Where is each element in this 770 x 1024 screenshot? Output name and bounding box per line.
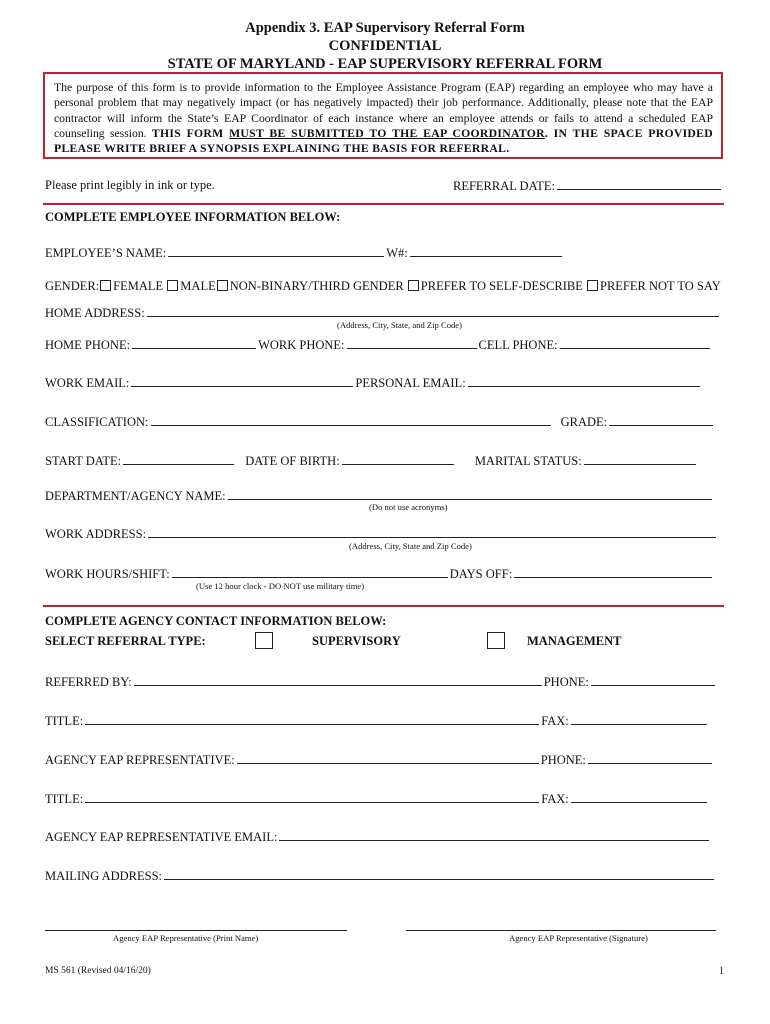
work-email-label: WORK EMAIL: [45, 376, 130, 390]
eap-email-label: AGENCY EAP REPRESENTATIVE EMAIL: [45, 830, 278, 844]
work-hours-line[interactable] [172, 565, 448, 578]
referrer-fax-label: FAX: [541, 714, 569, 728]
eap-fax-label: FAX: [541, 792, 569, 806]
form-title: Appendix 3. EAP Supervisory Referral Form [245, 20, 525, 36]
print-note: Please print legibly in ink or type. [45, 178, 215, 192]
non-binary-checkbox[interactable] [217, 280, 228, 291]
male-checkbox[interactable] [167, 280, 178, 291]
eap-rep-label: AGENCY EAP REPRESENTATIVE: [45, 753, 235, 767]
mailing-address-field[interactable] [45, 867, 716, 884]
work-address-label: WORK ADDRESS: [45, 527, 147, 541]
w-number-line[interactable] [410, 244, 562, 257]
eap-title-line[interactable] [85, 790, 539, 803]
mailing-address-line[interactable] [164, 867, 714, 880]
department-line[interactable] [228, 487, 712, 500]
work-address-field[interactable] [45, 525, 718, 542]
dob-line[interactable] [342, 452, 454, 465]
referral-date-label: REFERRAL DATE: [453, 179, 555, 193]
eap-rep-row [45, 751, 714, 768]
non-binary-label: NON-BINARY/THIRD GENDER [229, 279, 404, 293]
title-row [45, 712, 709, 729]
eap-email-field[interactable] [45, 828, 711, 845]
form-id: MS 561 (Revised 04/16/20) [45, 966, 151, 976]
referrer-fax-line[interactable] [571, 712, 707, 725]
work-hours-hint: (Use 12 hour clock - DO NOT use military time) [196, 581, 365, 591]
grade-line[interactable] [609, 413, 713, 426]
self-describe-checkbox[interactable] [408, 280, 419, 291]
referrer-phone-line[interactable] [591, 673, 715, 686]
mailing-address-label: MAILING ADDRESS: [45, 869, 163, 883]
cell-phone-line[interactable] [560, 336, 710, 349]
home-address-line[interactable] [147, 304, 719, 317]
department-hint: (Do not use acronyms) [369, 502, 448, 512]
management-label: MANAGEMENT [527, 634, 622, 648]
form-subtitle: STATE OF MARYLAND - EAP SUPERVISORY REFERRAL FORM [167, 56, 603, 72]
self-describe-label: PREFER TO SELF-DESCRIBE [420, 279, 583, 293]
work-phone-label: WORK PHONE: [258, 338, 345, 352]
section-divider [43, 605, 724, 607]
employee-name-field[interactable] [45, 244, 564, 261]
dates-row [45, 452, 698, 469]
marital-status-label: MARITAL STATUS: [474, 454, 582, 468]
eap-title-label: TITLE: [45, 792, 84, 806]
emails-row [45, 374, 702, 391]
eap-rep-phone-label: PHONE: [540, 753, 586, 767]
supervisory-label: SUPERVISORY [312, 634, 401, 648]
female-checkbox[interactable] [100, 280, 111, 291]
home-phone-label: HOME PHONE: [45, 338, 131, 352]
eap-title-row [45, 790, 709, 807]
start-date-label: START DATE: [45, 454, 122, 468]
work-phone-line[interactable] [347, 336, 477, 349]
employee-name-label: EMPLOYEE’S NAME: [45, 246, 167, 260]
w-number-label: W#: [386, 246, 408, 260]
work-email-line[interactable] [131, 374, 353, 387]
home-address-hint: (Address, City, State, and Zip Code) [337, 320, 462, 330]
page-number: 1 [719, 966, 724, 977]
classification-row [45, 413, 715, 430]
intro-bold-a: THIS FORM [151, 126, 230, 140]
eap-email-line[interactable] [279, 828, 709, 841]
days-off-line[interactable] [514, 565, 712, 578]
referrer-title-line[interactable] [85, 712, 539, 725]
marital-status-line[interactable] [584, 452, 696, 465]
home-address-label: HOME ADDRESS: [45, 306, 145, 320]
phones-row [45, 336, 712, 353]
signature-line[interactable] [406, 930, 716, 931]
eap-rep-phone-line[interactable] [588, 751, 712, 764]
section-divider [43, 203, 724, 205]
work-hours-row [45, 565, 714, 582]
eap-fax-line[interactable] [571, 790, 707, 803]
prefer-not-label: PREFER NOT TO SAY [600, 279, 721, 293]
referrer-phone-label: PHONE: [543, 675, 589, 689]
female-label: FEMALE [113, 279, 164, 293]
personal-email-label: PERSONAL EMAIL: [355, 376, 466, 390]
classification-line[interactable] [151, 413, 551, 426]
employee-section-heading: COMPLETE EMPLOYEE INFORMATION BELOW: [45, 210, 341, 224]
referrer-title-label: TITLE: [45, 714, 84, 728]
male-label: MALE [180, 279, 216, 293]
work-address-hint: (Address, City, State and Zip Code) [349, 541, 472, 551]
work-hours-label: WORK HOURS/SHIFT: [45, 567, 170, 581]
referral-date-line[interactable] [557, 177, 721, 190]
referral-type-label: SELECT REFERRAL TYPE: [45, 634, 206, 648]
agency-section-heading: COMPLETE AGENCY CONTACT INFORMATION BELOW: [45, 614, 387, 628]
cell-phone-label: CELL PHONE: [478, 338, 558, 352]
gender-field [45, 278, 721, 294]
management-checkbox[interactable] [487, 632, 505, 649]
print-name-line[interactable] [45, 930, 347, 931]
personal-email-line[interactable] [468, 374, 700, 387]
classification-label: CLASSIFICATION: [45, 415, 149, 429]
intro-bold-underline: MUST BE SUBMITTED TO THE EAP COORDINATOR [229, 126, 545, 140]
referred-by-line[interactable] [134, 673, 542, 686]
intro-box [43, 72, 723, 159]
dob-label: DATE OF BIRTH: [245, 454, 340, 468]
start-date-line[interactable] [123, 452, 234, 465]
eap-rep-line[interactable] [237, 751, 539, 764]
confidential-label: CONFIDENTIAL [328, 38, 442, 54]
intro-bold-b: . IN THE SPACE PROVIDED PLEASE WRITE BRIEF A SYNOPSIS EXPLAINING THE BASIS FOR REFERRAL. [54, 126, 713, 156]
print-name-caption: Agency EAP Representative (Print Name) [113, 933, 259, 943]
department-label: DEPARTMENT/AGENCY NAME: [45, 489, 226, 503]
grade-label: GRADE: [560, 415, 608, 429]
home-address-field[interactable] [45, 304, 721, 321]
home-phone-line[interactable] [132, 336, 256, 349]
referral-date-field[interactable] [453, 177, 723, 194]
gender-label: GENDER: [45, 279, 100, 293]
referred-by-label: REFERRED BY: [45, 675, 132, 689]
days-off-label: DAYS OFF: [449, 567, 513, 581]
signature-caption: Agency EAP Representative (Signature) [509, 933, 648, 943]
intro-text: The purpose of this form is to provide information to the Employee Assistance Program (EAP) regarding an employee who may have a personal problem that may negatively impact (or has negatively impacted) their job performance. Additionally, please note that the EAP contractor will inform the State’s EAP Coordinator of each instance where an employee attends or fails to attend a scheduled EAP counseling session. [54, 81, 713, 140]
referred-by-row [45, 673, 717, 690]
supervisory-checkbox[interactable] [255, 632, 273, 649]
employee-name-line[interactable] [168, 244, 384, 257]
work-address-line[interactable] [148, 525, 716, 538]
prefer-not-checkbox[interactable] [587, 280, 598, 291]
